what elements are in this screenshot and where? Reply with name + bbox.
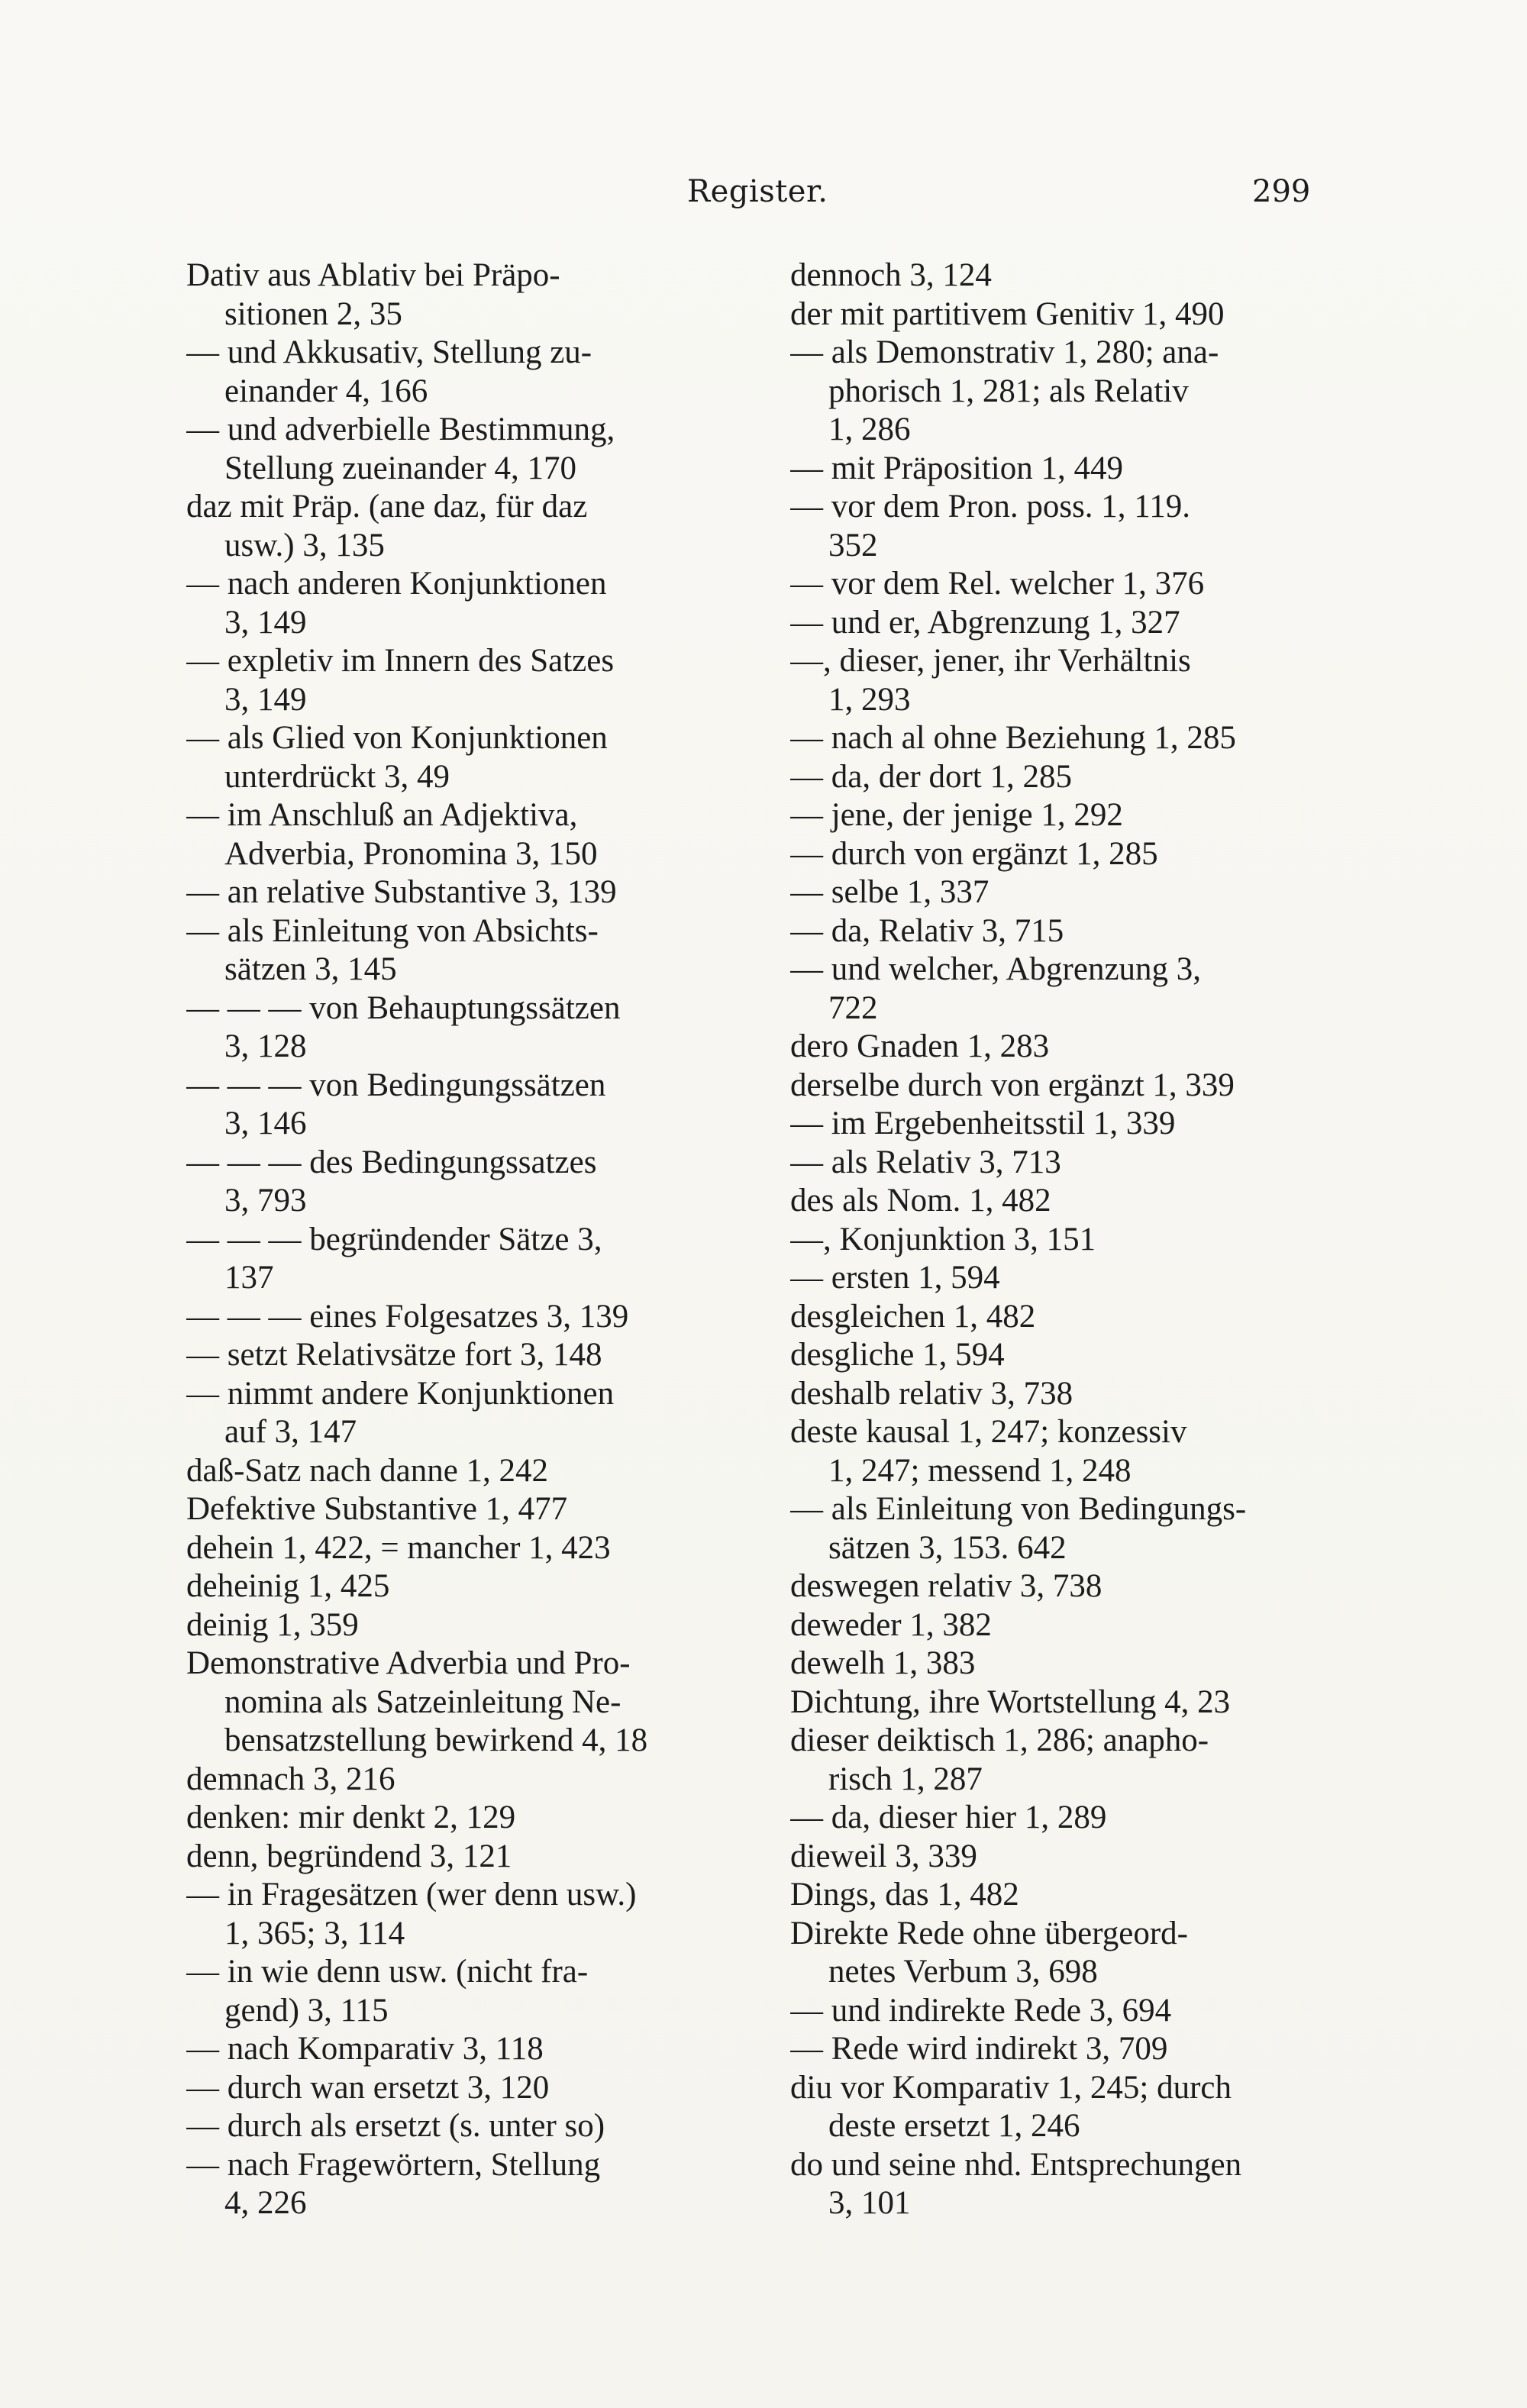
index-entry-line: — vor dem Pron. poss. 1, 119. <box>790 489 1190 525</box>
index-entry-line: Direkte Rede ohne übergeord- <box>790 1915 1188 1951</box>
index-entry-line: —, dieser, jener, ihr Verhältnis <box>790 643 1191 679</box>
index-entry-line: diu vor Komparativ 1, 245; durch <box>790 2069 1232 2106</box>
index-entry-line: Dichtung, ihre Wortstellung 4, 23 <box>790 1683 1231 1720</box>
index-entry-line: demnach 3, 216 <box>186 1761 395 1797</box>
index-entry-line: — da, dieser hier 1, 289 <box>790 1800 1107 1835</box>
index-entry-line: — an relative Substantive 3, 139 <box>186 874 617 910</box>
index-entry-line: unterdrückt 3, 49 <box>224 758 450 795</box>
index-entry-line: — — — von Bedingungssätzen <box>186 1067 606 1103</box>
index-entry-line: — setzt Relativsätze fort 3, 148 <box>186 1337 602 1373</box>
index-entry-line: — als Einleitung von Absichts- <box>186 912 599 949</box>
index-entry-line: einander 4, 166 <box>224 373 428 409</box>
index-entry-line: dero Gnaden 1, 283 <box>790 1028 1050 1064</box>
index-entry-line: dewelh 1, 383 <box>790 1645 976 1681</box>
index-entry-line: — durch als ersetzt (s. unter so) <box>186 2108 605 2144</box>
index-entry-line: do und seine nhd. Entsprechungen <box>790 2146 1242 2183</box>
index-entry-line: — — — eines Folgesatzes 3, 139 <box>186 1298 629 1335</box>
index-entry-line: — in wie denn usw. (nicht fra- <box>186 1954 589 1990</box>
index-entry-line: Stellung zueinander 4, 170 <box>224 450 576 486</box>
index-entry-line: dieweil 3, 339 <box>790 1838 977 1874</box>
index-entry-line: — im Ergebenheitsstil 1, 339 <box>790 1106 1176 1141</box>
index-entry-line: deswegen relativ 3, 738 <box>790 1568 1102 1604</box>
index-entry-line: 137 <box>224 1260 274 1296</box>
index-entry-line: 352 <box>828 527 878 563</box>
index-entry-line: 3, 146 <box>224 1106 307 1141</box>
index-entry-line: sätzen 3, 153. 642 <box>828 1529 1067 1566</box>
index-entry-line: der mit partitivem Genitiv 1, 490 <box>790 295 1225 332</box>
index-entry-line: dieser deiktisch 1, 286; anapho- <box>790 1722 1209 1758</box>
index-entry-line: 3, 101 <box>828 2185 911 2221</box>
index-entry-line: — und indirekte Rede 3, 694 <box>790 1992 1172 2029</box>
index-entry-line: dennoch 3, 124 <box>790 257 992 293</box>
index-entry-line: Dings, das 1, 482 <box>790 1877 1019 1913</box>
index-entry-line: — im Anschluß an Adjektiva, <box>186 797 578 833</box>
index-entry-line: 3, 149 <box>224 604 307 641</box>
index-entry-line: — — — des Bedingungssatzes <box>186 1144 597 1180</box>
index-entry-line: phorisch 1, 281; als Relativ <box>828 373 1189 409</box>
index-entry-line: — mit Präposition 1, 449 <box>790 450 1123 486</box>
index-entry-line: — durch wan ersetzt 3, 120 <box>186 2069 550 2106</box>
index-entry-line: desgleichen 1, 482 <box>790 1298 1036 1335</box>
index-entry-line: denken: mir denkt 2, 129 <box>186 1800 516 1835</box>
index-entry-line: — selbe 1, 337 <box>790 874 989 910</box>
index-entry-line: 4, 226 <box>224 2185 307 2221</box>
index-entry-line: — ersten 1, 594 <box>790 1260 1000 1296</box>
index-entry-line: 1, 293 <box>828 681 911 718</box>
index-entry-line: usw.) 3, 135 <box>224 527 385 563</box>
index-entry-line: sätzen 3, 145 <box>224 951 397 987</box>
index-entry-line: risch 1, 287 <box>828 1761 983 1797</box>
index-entry-line: — und adverbielle Bestimmung, <box>186 412 615 447</box>
index-entry-line: daß-Satz nach danne 1, 242 <box>186 1452 549 1489</box>
index-entry-line: deste ersetzt 1, 246 <box>828 2108 1080 2144</box>
index-entry-line: — nach Fragewörtern, Stellung <box>186 2146 601 2183</box>
index-entry-line: — — — von Behauptungssätzen <box>186 989 621 1026</box>
index-entry-line: — nach Komparativ 3, 118 <box>186 2031 544 2067</box>
index-entry-line: 722 <box>828 989 878 1026</box>
index-entry-line: — und Akkusativ, Stellung zu- <box>186 334 592 370</box>
index-entry-line: 3, 149 <box>224 681 307 718</box>
index-entry-line: deinig 1, 359 <box>186 1606 359 1643</box>
index-entry-line: gend) 3, 115 <box>224 1992 389 2029</box>
index-entry-line: deweder 1, 382 <box>790 1606 992 1643</box>
index-entry-line: bensatzstellung bewirkend 4, 18 <box>224 1722 648 1758</box>
index-entry-line: — als Demonstrativ 1, 280; ana- <box>790 334 1219 370</box>
page-header <box>0 174 1527 220</box>
index-entry-line: Dativ aus Ablativ bei Präpo- <box>186 257 560 293</box>
page-number: 299 <box>1252 174 1311 209</box>
index-entry-line: denn, begründend 3, 121 <box>186 1838 512 1874</box>
index-entry-line: nomina als Satzeinleitung Ne- <box>224 1683 621 1720</box>
index-entry-line: desgliche 1, 594 <box>790 1337 1005 1373</box>
index-entry-line: — durch von ergänzt 1, 285 <box>790 835 1158 872</box>
index-entry-line: 3, 793 <box>224 1183 307 1219</box>
index-entry-line: derselbe durch von ergänzt 1, 339 <box>790 1067 1235 1103</box>
index-entry-line: 1, 247; messend 1, 248 <box>828 1452 1132 1489</box>
index-entry-line: — vor dem Rel. welcher 1, 376 <box>790 566 1205 602</box>
index-entry-line: — nimmt andere Konjunktionen <box>186 1375 615 1412</box>
index-entry-line: — als Glied von Konjunktionen <box>186 720 608 756</box>
index-entry-line: dehein 1, 422, = mancher 1, 423 <box>186 1529 611 1566</box>
index-entry-line: — in Fragesätzen (wer denn usw.) <box>186 1877 637 1913</box>
left-index-column <box>186 257 736 2223</box>
page-title: Register. <box>687 174 828 209</box>
index-entry-line: — da, der dort 1, 285 <box>790 758 1073 795</box>
index-entry-line: auf 3, 147 <box>224 1414 357 1450</box>
index-entry-line: — nach al ohne Beziehung 1, 285 <box>790 720 1236 756</box>
index-entry-line: des als Nom. 1, 482 <box>790 1183 1051 1219</box>
index-entry-line: — da, Relativ 3, 715 <box>790 912 1064 949</box>
index-entry-line: deshalb relativ 3, 738 <box>790 1375 1073 1412</box>
index-entry-line: 1, 286 <box>828 412 911 447</box>
index-entry-line: sitionen 2, 35 <box>224 295 402 332</box>
index-entry-line: — — — begründender Sätze 3, <box>186 1221 602 1257</box>
index-entry-line: — jene, der jenige 1, 292 <box>790 797 1123 833</box>
index-entry-line: 3, 128 <box>224 1028 307 1064</box>
index-entry-line: daz mit Präp. (ane daz, für daz <box>186 489 588 525</box>
index-entry-line: — und er, Abgrenzung 1, 327 <box>790 604 1180 641</box>
index-entry-line: — als Einleitung von Bedingungs- <box>790 1491 1247 1527</box>
index-entry-line: — und welcher, Abgrenzung 3, <box>790 951 1202 987</box>
index-entry-line: deste kausal 1, 247; konzessiv <box>790 1414 1187 1450</box>
index-entry-line: — als Relativ 3, 713 <box>790 1144 1061 1180</box>
index-entry-line: Demonstrative Adverbia und Pro- <box>186 1645 631 1681</box>
index-entry-line: Defektive Substantive 1, 477 <box>186 1491 568 1527</box>
index-entry-line: 1, 365; 3, 114 <box>224 1915 405 1951</box>
index-entry-line: — Rede wird indirekt 3, 709 <box>790 2031 1168 2067</box>
index-entry-line: netes Verbum 3, 698 <box>828 1954 1098 1990</box>
index-entry-line: deheinig 1, 425 <box>186 1568 390 1604</box>
right-index-column <box>790 257 1341 2223</box>
index-entry-line: — nach anderen Konjunktionen <box>186 566 607 602</box>
index-entry-line: Adverbia, Pronomina 3, 150 <box>224 835 598 872</box>
index-entry-line: —, Konjunktion 3, 151 <box>790 1221 1096 1257</box>
index-entry-line: — expletiv im Innern des Satzes <box>186 643 615 679</box>
